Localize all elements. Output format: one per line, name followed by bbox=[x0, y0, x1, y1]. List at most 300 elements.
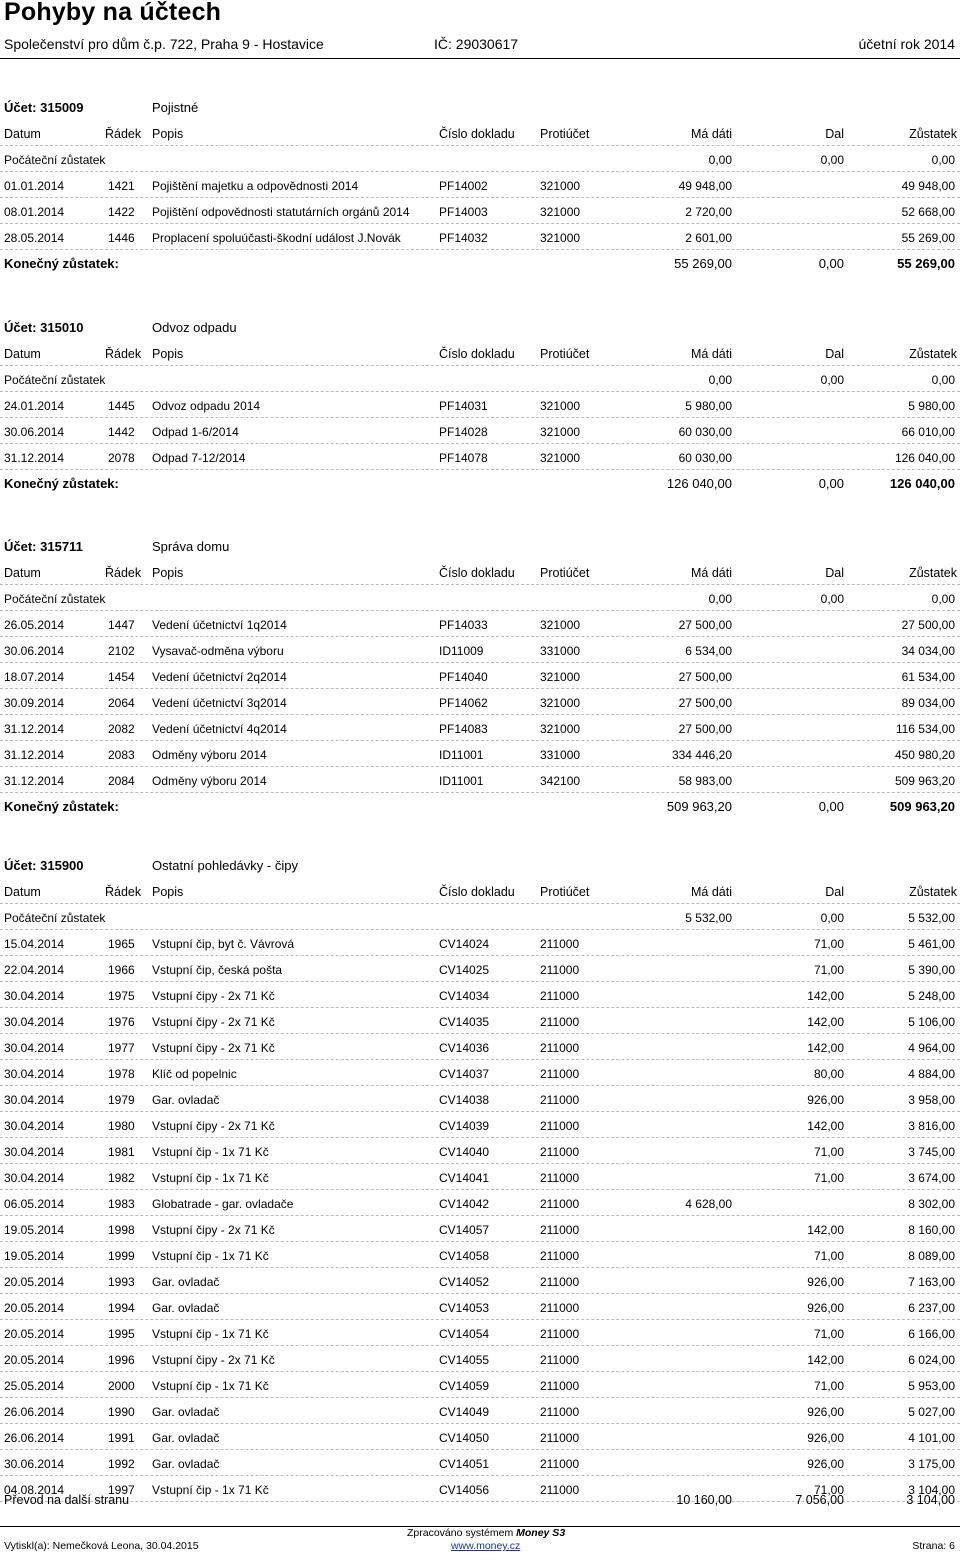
table-row bbox=[0, 1164, 960, 1190]
cell-desc: Gar. ovladač bbox=[152, 1405, 220, 1419]
opening-credit: 0,00 bbox=[820, 153, 844, 167]
closing-debit: 55 269,00 bbox=[674, 256, 732, 271]
cell-credit: 71,00 bbox=[813, 1171, 844, 1185]
cell-balance: 89 034,00 bbox=[901, 696, 955, 710]
cell-date: 25.05.2014 bbox=[4, 1379, 65, 1393]
cell-line: 2078 bbox=[108, 451, 135, 465]
cell-date: 30.04.2014 bbox=[4, 1119, 65, 1133]
cell-desc: Vstupní čip - 1x 71 Kč bbox=[152, 1379, 269, 1393]
cell-balance: 116 534,00 bbox=[895, 722, 955, 736]
cell-balance: 6 166,00 bbox=[908, 1327, 955, 1341]
cell-contra: 211000 bbox=[540, 1015, 580, 1029]
account-name: Odvoz odpadu bbox=[152, 320, 237, 335]
column-header-balance: Zůstatek bbox=[909, 347, 957, 361]
company-name: Společenství pro dům č.p. 722, Praha 9 - Hostavice bbox=[4, 36, 324, 52]
opening-label: Počáteční zůstatek bbox=[4, 911, 106, 925]
opening-credit: 0,00 bbox=[820, 592, 844, 606]
cell-desc: Vedení účetnictví 4q2014 bbox=[152, 722, 287, 736]
cell-debit: 27 500,00 bbox=[678, 696, 732, 710]
table-row bbox=[0, 392, 960, 418]
cell-balance: 509 963,20 bbox=[894, 774, 955, 788]
cell-contra: 211000 bbox=[540, 1249, 580, 1263]
cell-doc: CV14036 bbox=[439, 1041, 490, 1055]
cell-doc: PF14003 bbox=[439, 205, 488, 219]
cell-date: 30.04.2014 bbox=[4, 1041, 65, 1055]
cell-doc: ID11001 bbox=[439, 774, 484, 788]
cell-debit: 60 030,00 bbox=[678, 451, 732, 465]
column-header-contra: Protiúčet bbox=[540, 347, 590, 361]
cell-doc: CV14035 bbox=[439, 1015, 490, 1029]
cell-line: 1993 bbox=[108, 1275, 135, 1289]
footer-page-number: Strana: 6 bbox=[912, 1540, 955, 1552]
cell-balance: 3 745,00 bbox=[908, 1145, 955, 1159]
cell-desc: Globatrade - gar. ovladače bbox=[152, 1197, 294, 1211]
cell-desc: Pojištění majetku a odpovědnosti 2014 bbox=[152, 179, 359, 193]
cell-desc: Vstupní čipy - 2x 71 Kč bbox=[152, 1119, 275, 1133]
cell-balance: 6 237,00 bbox=[908, 1301, 955, 1315]
column-header-desc: Popis bbox=[152, 347, 184, 361]
account-section-1 bbox=[0, 318, 960, 500]
report-title: Pohyby na účtech bbox=[4, 0, 222, 26]
cell-contra: 211000 bbox=[540, 989, 580, 1003]
cell-contra: 211000 bbox=[540, 963, 580, 977]
cell-contra: 211000 bbox=[540, 1041, 580, 1055]
cell-date: 22.04.2014 bbox=[4, 963, 65, 977]
cell-date: 01.01.2014 bbox=[4, 179, 65, 193]
table-row bbox=[0, 956, 960, 982]
cell-date: 20.05.2014 bbox=[4, 1301, 65, 1315]
cell-desc: Vstupní čip - 1x 71 Kč bbox=[152, 1249, 269, 1263]
cell-contra: 211000 bbox=[540, 1405, 580, 1419]
account-section-2 bbox=[0, 537, 960, 823]
cell-doc: CV14025 bbox=[439, 963, 490, 977]
table-row bbox=[0, 444, 960, 470]
cell-debit: 4 628,00 bbox=[685, 1197, 732, 1211]
cell-balance: 4 884,00 bbox=[908, 1067, 955, 1081]
carry-over-credit: 7 056,00 bbox=[795, 1493, 844, 1507]
column-header-row bbox=[0, 878, 960, 904]
cell-contra: 211000 bbox=[540, 1379, 580, 1393]
cell-date: 30.06.2014 bbox=[4, 644, 65, 658]
table-row bbox=[0, 637, 960, 663]
cell-balance: 3 816,00 bbox=[908, 1119, 955, 1133]
table-row bbox=[0, 1424, 960, 1450]
cell-balance: 450 980,20 bbox=[894, 748, 955, 762]
cell-balance: 5 106,00 bbox=[908, 1015, 955, 1029]
cell-date: 30.04.2014 bbox=[4, 1171, 65, 1185]
cell-desc: Vstupní čipy - 2x 71 Kč bbox=[152, 1353, 275, 1367]
cell-contra: 331000 bbox=[540, 748, 581, 762]
cell-balance: 4 101,00 bbox=[908, 1431, 955, 1445]
cell-desc: Vstupní čip - 1x 71 Kč bbox=[152, 1327, 269, 1341]
opening-balance-row bbox=[0, 146, 960, 172]
closing-balance-row bbox=[0, 470, 960, 500]
cell-credit: 142,00 bbox=[807, 989, 844, 1003]
opening-balance-row bbox=[0, 585, 960, 611]
cell-desc: Vstupní čipy - 2x 71 Kč bbox=[152, 1223, 275, 1237]
cell-contra: 211000 bbox=[540, 1197, 580, 1211]
cell-balance: 4 964,00 bbox=[908, 1041, 955, 1055]
table-row bbox=[0, 1320, 960, 1346]
cell-contra: 211000 bbox=[540, 1431, 580, 1445]
opening-balance: 0,00 bbox=[931, 373, 955, 387]
table-row bbox=[0, 1346, 960, 1372]
column-header-date: Datum bbox=[4, 127, 41, 141]
cell-line: 1965 bbox=[108, 937, 135, 951]
column-header-credit: Dal bbox=[825, 566, 844, 580]
cell-debit: 60 030,00 bbox=[678, 425, 732, 439]
footer-website-link[interactable]: www.money.cz bbox=[451, 1540, 521, 1552]
column-header-doc: Číslo dokladu bbox=[439, 127, 515, 141]
footer-system-prefix: Zpracováno systémem bbox=[407, 1527, 514, 1539]
header-divider bbox=[0, 58, 960, 59]
cell-contra: 321000 bbox=[540, 425, 581, 439]
cell-date: 24.01.2014 bbox=[4, 399, 65, 413]
cell-balance: 3 674,00 bbox=[908, 1171, 955, 1185]
cell-balance: 6 024,00 bbox=[908, 1353, 955, 1367]
cell-desc: Klíč od popelnic bbox=[152, 1067, 237, 1081]
cell-balance: 3 958,00 bbox=[908, 1093, 955, 1107]
cell-desc: Vstupní čip - 1x 71 Kč bbox=[152, 1171, 269, 1185]
cell-credit: 71,00 bbox=[813, 963, 844, 977]
cell-contra: 211000 bbox=[540, 1275, 580, 1289]
table-row bbox=[0, 1112, 960, 1138]
cell-date: 20.05.2014 bbox=[4, 1275, 65, 1289]
cell-date: 06.05.2014 bbox=[4, 1197, 65, 1211]
cell-line: 2000 bbox=[108, 1379, 135, 1393]
cell-line: 1997 bbox=[108, 1483, 135, 1497]
cell-contra: 321000 bbox=[540, 670, 581, 684]
cell-line: 1983 bbox=[108, 1197, 135, 1211]
cell-date: 20.05.2014 bbox=[4, 1327, 65, 1341]
column-header-debit: Má dáti bbox=[691, 347, 732, 361]
cell-doc: CV14038 bbox=[439, 1093, 490, 1107]
cell-doc: ID11009 bbox=[439, 644, 484, 658]
carry-over-label: Převod na další stranu bbox=[4, 1493, 130, 1507]
cell-doc: CV14053 bbox=[439, 1301, 490, 1315]
cell-doc: PF14083 bbox=[439, 722, 488, 736]
account-section-3 bbox=[0, 856, 960, 1502]
cell-credit: 71,00 bbox=[813, 1145, 844, 1159]
cell-balance: 27 500,00 bbox=[901, 618, 955, 632]
table-row bbox=[0, 1190, 960, 1216]
cell-contra: 211000 bbox=[540, 937, 580, 951]
column-header-debit: Má dáti bbox=[691, 885, 732, 899]
footer-system bbox=[407, 1527, 565, 1539]
opening-balance: 0,00 bbox=[931, 592, 955, 606]
opening-balance: 0,00 bbox=[931, 153, 955, 167]
cell-contra: 321000 bbox=[540, 451, 581, 465]
cell-date: 30.06.2014 bbox=[4, 1457, 65, 1471]
account-header bbox=[0, 98, 960, 120]
cell-line: 1992 bbox=[108, 1457, 135, 1471]
cell-contra: 321000 bbox=[540, 399, 581, 413]
cell-balance: 5 027,00 bbox=[908, 1405, 955, 1419]
cell-doc: CV14058 bbox=[439, 1249, 490, 1263]
table-row bbox=[0, 663, 960, 689]
cell-date: 15.04.2014 bbox=[4, 937, 65, 951]
cell-line: 1422 bbox=[108, 205, 135, 219]
cell-balance: 3 175,00 bbox=[908, 1457, 955, 1471]
cell-desc: Odpad 7-12/2014 bbox=[152, 451, 246, 465]
account-number: Účet: 315009 bbox=[4, 100, 84, 115]
cell-desc: Vstupní čip, česká pošta bbox=[152, 963, 283, 977]
cell-date: 26.06.2014 bbox=[4, 1431, 65, 1445]
cell-date: 18.07.2014 bbox=[4, 670, 65, 684]
cell-debit: 27 500,00 bbox=[678, 670, 732, 684]
closing-credit: 0,00 bbox=[818, 799, 844, 814]
cell-contra: 211000 bbox=[540, 1145, 580, 1159]
cell-date: 30.04.2014 bbox=[4, 1145, 65, 1159]
cell-credit: 142,00 bbox=[807, 1223, 844, 1237]
table-row bbox=[0, 1138, 960, 1164]
cell-balance: 49 948,00 bbox=[901, 179, 955, 193]
fiscal-year: účetní rok 2014 bbox=[858, 36, 955, 52]
cell-line: 2102 bbox=[108, 644, 135, 658]
cell-credit: 926,00 bbox=[807, 1301, 844, 1315]
cell-desc: Vstupní čipy - 2x 71 Kč bbox=[152, 1015, 275, 1029]
closing-debit: 126 040,00 bbox=[666, 476, 732, 491]
cell-doc: PF14032 bbox=[439, 231, 488, 245]
account-header bbox=[0, 318, 960, 340]
cell-debit: 58 983,00 bbox=[678, 774, 732, 788]
cell-debit: 49 948,00 bbox=[678, 179, 732, 193]
cell-credit: 71,00 bbox=[813, 1379, 844, 1393]
cell-date: 31.12.2014 bbox=[4, 451, 65, 465]
cell-doc: CV14041 bbox=[439, 1171, 490, 1185]
closing-credit: 0,00 bbox=[818, 256, 844, 271]
table-row bbox=[0, 1398, 960, 1424]
cell-line: 1982 bbox=[108, 1171, 135, 1185]
cell-line: 1421 bbox=[108, 179, 135, 193]
column-header-balance: Zůstatek bbox=[909, 885, 957, 899]
cell-debit: 334 446,20 bbox=[671, 748, 732, 762]
opening-debit: 0,00 bbox=[708, 373, 732, 387]
cell-contra: 211000 bbox=[540, 1327, 580, 1341]
cell-credit: 142,00 bbox=[807, 1015, 844, 1029]
cell-desc: Proplacení spoluúčasti-škodní událost J.Novák bbox=[152, 231, 401, 245]
closing-balance: 126 040,00 bbox=[889, 476, 955, 491]
account-name: Ostatní pohledávky - čipy bbox=[152, 858, 298, 873]
cell-desc: Gar. ovladač bbox=[152, 1431, 220, 1445]
cell-date: 30.06.2014 bbox=[4, 425, 65, 439]
column-header-doc: Číslo dokladu bbox=[439, 347, 515, 361]
column-header-desc: Popis bbox=[152, 566, 184, 580]
footer-system-name: Money S3 bbox=[516, 1527, 566, 1539]
cell-contra: 211000 bbox=[540, 1119, 580, 1133]
column-header-line: Řádek bbox=[105, 566, 142, 580]
cell-doc: CV14042 bbox=[439, 1197, 490, 1211]
cell-line: 2084 bbox=[108, 774, 135, 788]
table-row bbox=[0, 1086, 960, 1112]
table-row bbox=[0, 930, 960, 956]
table-row bbox=[0, 172, 960, 198]
cell-balance: 126 040,00 bbox=[894, 451, 955, 465]
cell-desc: Gar. ovladač bbox=[152, 1093, 220, 1107]
cell-doc: PF14002 bbox=[439, 179, 488, 193]
cell-line: 1979 bbox=[108, 1093, 135, 1107]
cell-balance: 52 668,00 bbox=[901, 205, 955, 219]
opening-balance: 5 532,00 bbox=[908, 911, 955, 925]
cell-line: 1995 bbox=[108, 1327, 135, 1341]
cell-line: 1445 bbox=[108, 399, 135, 413]
cell-contra: 342100 bbox=[540, 774, 581, 788]
cell-debit: 27 500,00 bbox=[678, 722, 732, 736]
cell-line: 1999 bbox=[108, 1249, 135, 1263]
cell-desc: Vstupní čipy - 2x 71 Kč bbox=[152, 989, 275, 1003]
cell-line: 1981 bbox=[108, 1145, 135, 1159]
cell-desc: Vysavač-odměna výboru bbox=[152, 644, 284, 658]
cell-contra: 321000 bbox=[540, 205, 581, 219]
cell-contra: 211000 bbox=[540, 1093, 580, 1107]
cell-doc: CV14051 bbox=[439, 1457, 490, 1471]
column-header-doc: Číslo dokladu bbox=[439, 566, 515, 580]
cell-desc: Vstupní čipy - 2x 71 Kč bbox=[152, 1041, 275, 1055]
table-row bbox=[0, 1242, 960, 1268]
cell-date: 19.05.2014 bbox=[4, 1223, 65, 1237]
cell-credit: 80,00 bbox=[813, 1067, 844, 1081]
closing-debit: 509 963,20 bbox=[666, 799, 732, 814]
cell-desc: Vedení účetnictví 3q2014 bbox=[152, 696, 287, 710]
column-header-date: Datum bbox=[4, 347, 41, 361]
cell-credit: 71,00 bbox=[813, 1483, 844, 1497]
cell-desc: Gar. ovladač bbox=[152, 1275, 220, 1289]
cell-contra: 321000 bbox=[540, 618, 581, 632]
cell-credit: 71,00 bbox=[813, 1249, 844, 1263]
table-row bbox=[0, 689, 960, 715]
opening-balance-row bbox=[0, 366, 960, 392]
cell-contra: 331000 bbox=[540, 644, 581, 658]
opening-credit: 0,00 bbox=[820, 911, 844, 925]
closing-balance-row bbox=[0, 793, 960, 823]
column-header-balance: Zůstatek bbox=[909, 566, 957, 580]
cell-doc: CV14050 bbox=[439, 1431, 490, 1445]
cell-balance: 5 953,00 bbox=[908, 1379, 955, 1393]
column-header-row bbox=[0, 340, 960, 366]
account-name: Pojistné bbox=[152, 100, 199, 115]
cell-date: 04.08.2014 bbox=[4, 1483, 65, 1497]
cell-doc: PF14062 bbox=[439, 696, 488, 710]
cell-balance: 34 034,00 bbox=[901, 644, 955, 658]
column-header-line: Řádek bbox=[105, 885, 142, 899]
closing-balance-row bbox=[0, 250, 960, 280]
carry-over-balance: 3 104,00 bbox=[906, 1493, 955, 1507]
cell-doc: ID11001 bbox=[439, 748, 484, 762]
cell-desc: Vstupní čip, byt č. Vávrová bbox=[152, 937, 295, 951]
cell-line: 1977 bbox=[108, 1041, 135, 1055]
cell-credit: 142,00 bbox=[807, 1041, 844, 1055]
cell-doc: PF14028 bbox=[439, 425, 488, 439]
cell-doc: CV14034 bbox=[439, 989, 490, 1003]
cell-credit: 926,00 bbox=[807, 1431, 844, 1445]
cell-contra: 321000 bbox=[540, 696, 581, 710]
column-header-debit: Má dáti bbox=[691, 127, 732, 141]
column-header-desc: Popis bbox=[152, 127, 184, 141]
column-header-contra: Protiúčet bbox=[540, 566, 590, 580]
cell-contra: 321000 bbox=[540, 179, 581, 193]
cell-doc: PF14078 bbox=[439, 451, 488, 465]
opening-debit: 0,00 bbox=[708, 592, 732, 606]
cell-desc: Odvoz odpadu 2014 bbox=[152, 399, 261, 413]
opening-label: Počáteční zůstatek bbox=[4, 373, 106, 387]
column-header-credit: Dal bbox=[825, 347, 844, 361]
closing-label: Konečný zůstatek: bbox=[4, 256, 119, 271]
cell-desc: Vstupní čip - 1x 71 Kč bbox=[152, 1483, 269, 1497]
cell-desc: Vstupní čip - 1x 71 Kč bbox=[152, 1145, 269, 1159]
cell-line: 1978 bbox=[108, 1067, 135, 1081]
cell-desc: Pojištění odpovědnosti statutárních orgánů 2014 bbox=[152, 205, 410, 219]
table-row bbox=[0, 715, 960, 741]
cell-line: 1442 bbox=[108, 425, 135, 439]
cell-line: 1975 bbox=[108, 989, 135, 1003]
opening-label: Počáteční zůstatek bbox=[4, 153, 106, 167]
cell-line: 1996 bbox=[108, 1353, 135, 1367]
cell-date: 28.05.2014 bbox=[4, 231, 65, 245]
cell-contra: 211000 bbox=[540, 1301, 580, 1315]
cell-balance: 66 010,00 bbox=[901, 425, 955, 439]
cell-line: 2082 bbox=[108, 722, 135, 736]
cell-debit: 2 720,00 bbox=[685, 205, 732, 219]
cell-balance: 55 269,00 bbox=[901, 231, 955, 245]
cell-desc: Gar. ovladač bbox=[152, 1301, 220, 1315]
cell-desc: Vedení účetnictví 2q2014 bbox=[152, 670, 287, 684]
cell-debit: 27 500,00 bbox=[678, 618, 732, 632]
cell-contra: 211000 bbox=[540, 1223, 580, 1237]
column-header-desc: Popis bbox=[152, 885, 184, 899]
column-header-row bbox=[0, 559, 960, 585]
cell-contra: 321000 bbox=[540, 722, 581, 736]
closing-label: Konečný zůstatek: bbox=[4, 476, 119, 491]
cell-line: 1990 bbox=[108, 1405, 135, 1419]
company-ico: IČ: 29030617 bbox=[434, 36, 519, 52]
cell-date: 31.12.2014 bbox=[4, 748, 65, 762]
cell-desc: Odměny výboru 2014 bbox=[152, 774, 267, 788]
table-row bbox=[0, 198, 960, 224]
column-header-row bbox=[0, 120, 960, 146]
table-row bbox=[0, 767, 960, 793]
cell-line: 2083 bbox=[108, 748, 135, 762]
table-row bbox=[0, 224, 960, 250]
column-header-date: Datum bbox=[4, 885, 41, 899]
cell-balance: 8 302,00 bbox=[908, 1197, 955, 1211]
cell-contra: 211000 bbox=[540, 1067, 580, 1081]
cell-line: 1976 bbox=[108, 1015, 135, 1029]
cell-balance: 3 104,00 bbox=[908, 1483, 955, 1497]
table-row bbox=[0, 1216, 960, 1242]
cell-doc: CV14059 bbox=[439, 1379, 490, 1393]
cell-credit: 142,00 bbox=[807, 1353, 844, 1367]
column-header-doc: Číslo dokladu bbox=[439, 885, 515, 899]
cell-contra: 211000 bbox=[540, 1353, 580, 1367]
cell-credit: 926,00 bbox=[807, 1405, 844, 1419]
cell-credit: 926,00 bbox=[807, 1275, 844, 1289]
table-row bbox=[0, 1268, 960, 1294]
cell-date: 26.05.2014 bbox=[4, 618, 65, 632]
column-header-credit: Dal bbox=[825, 127, 844, 141]
cell-debit: 2 601,00 bbox=[685, 231, 732, 245]
cell-date: 20.05.2014 bbox=[4, 1353, 65, 1367]
cell-balance: 8 089,00 bbox=[908, 1249, 955, 1263]
cell-contra: 211000 bbox=[540, 1483, 580, 1497]
cell-date: 31.12.2014 bbox=[4, 774, 65, 788]
cell-date: 19.05.2014 bbox=[4, 1249, 65, 1263]
cell-balance: 5 461,00 bbox=[908, 937, 955, 951]
cell-line: 1454 bbox=[108, 670, 135, 684]
account-number: Účet: 315900 bbox=[4, 858, 84, 873]
cell-doc: CV14056 bbox=[439, 1483, 490, 1497]
cell-line: 1966 bbox=[108, 963, 135, 977]
cell-desc: Vedení účetnictví 1q2014 bbox=[152, 618, 287, 632]
